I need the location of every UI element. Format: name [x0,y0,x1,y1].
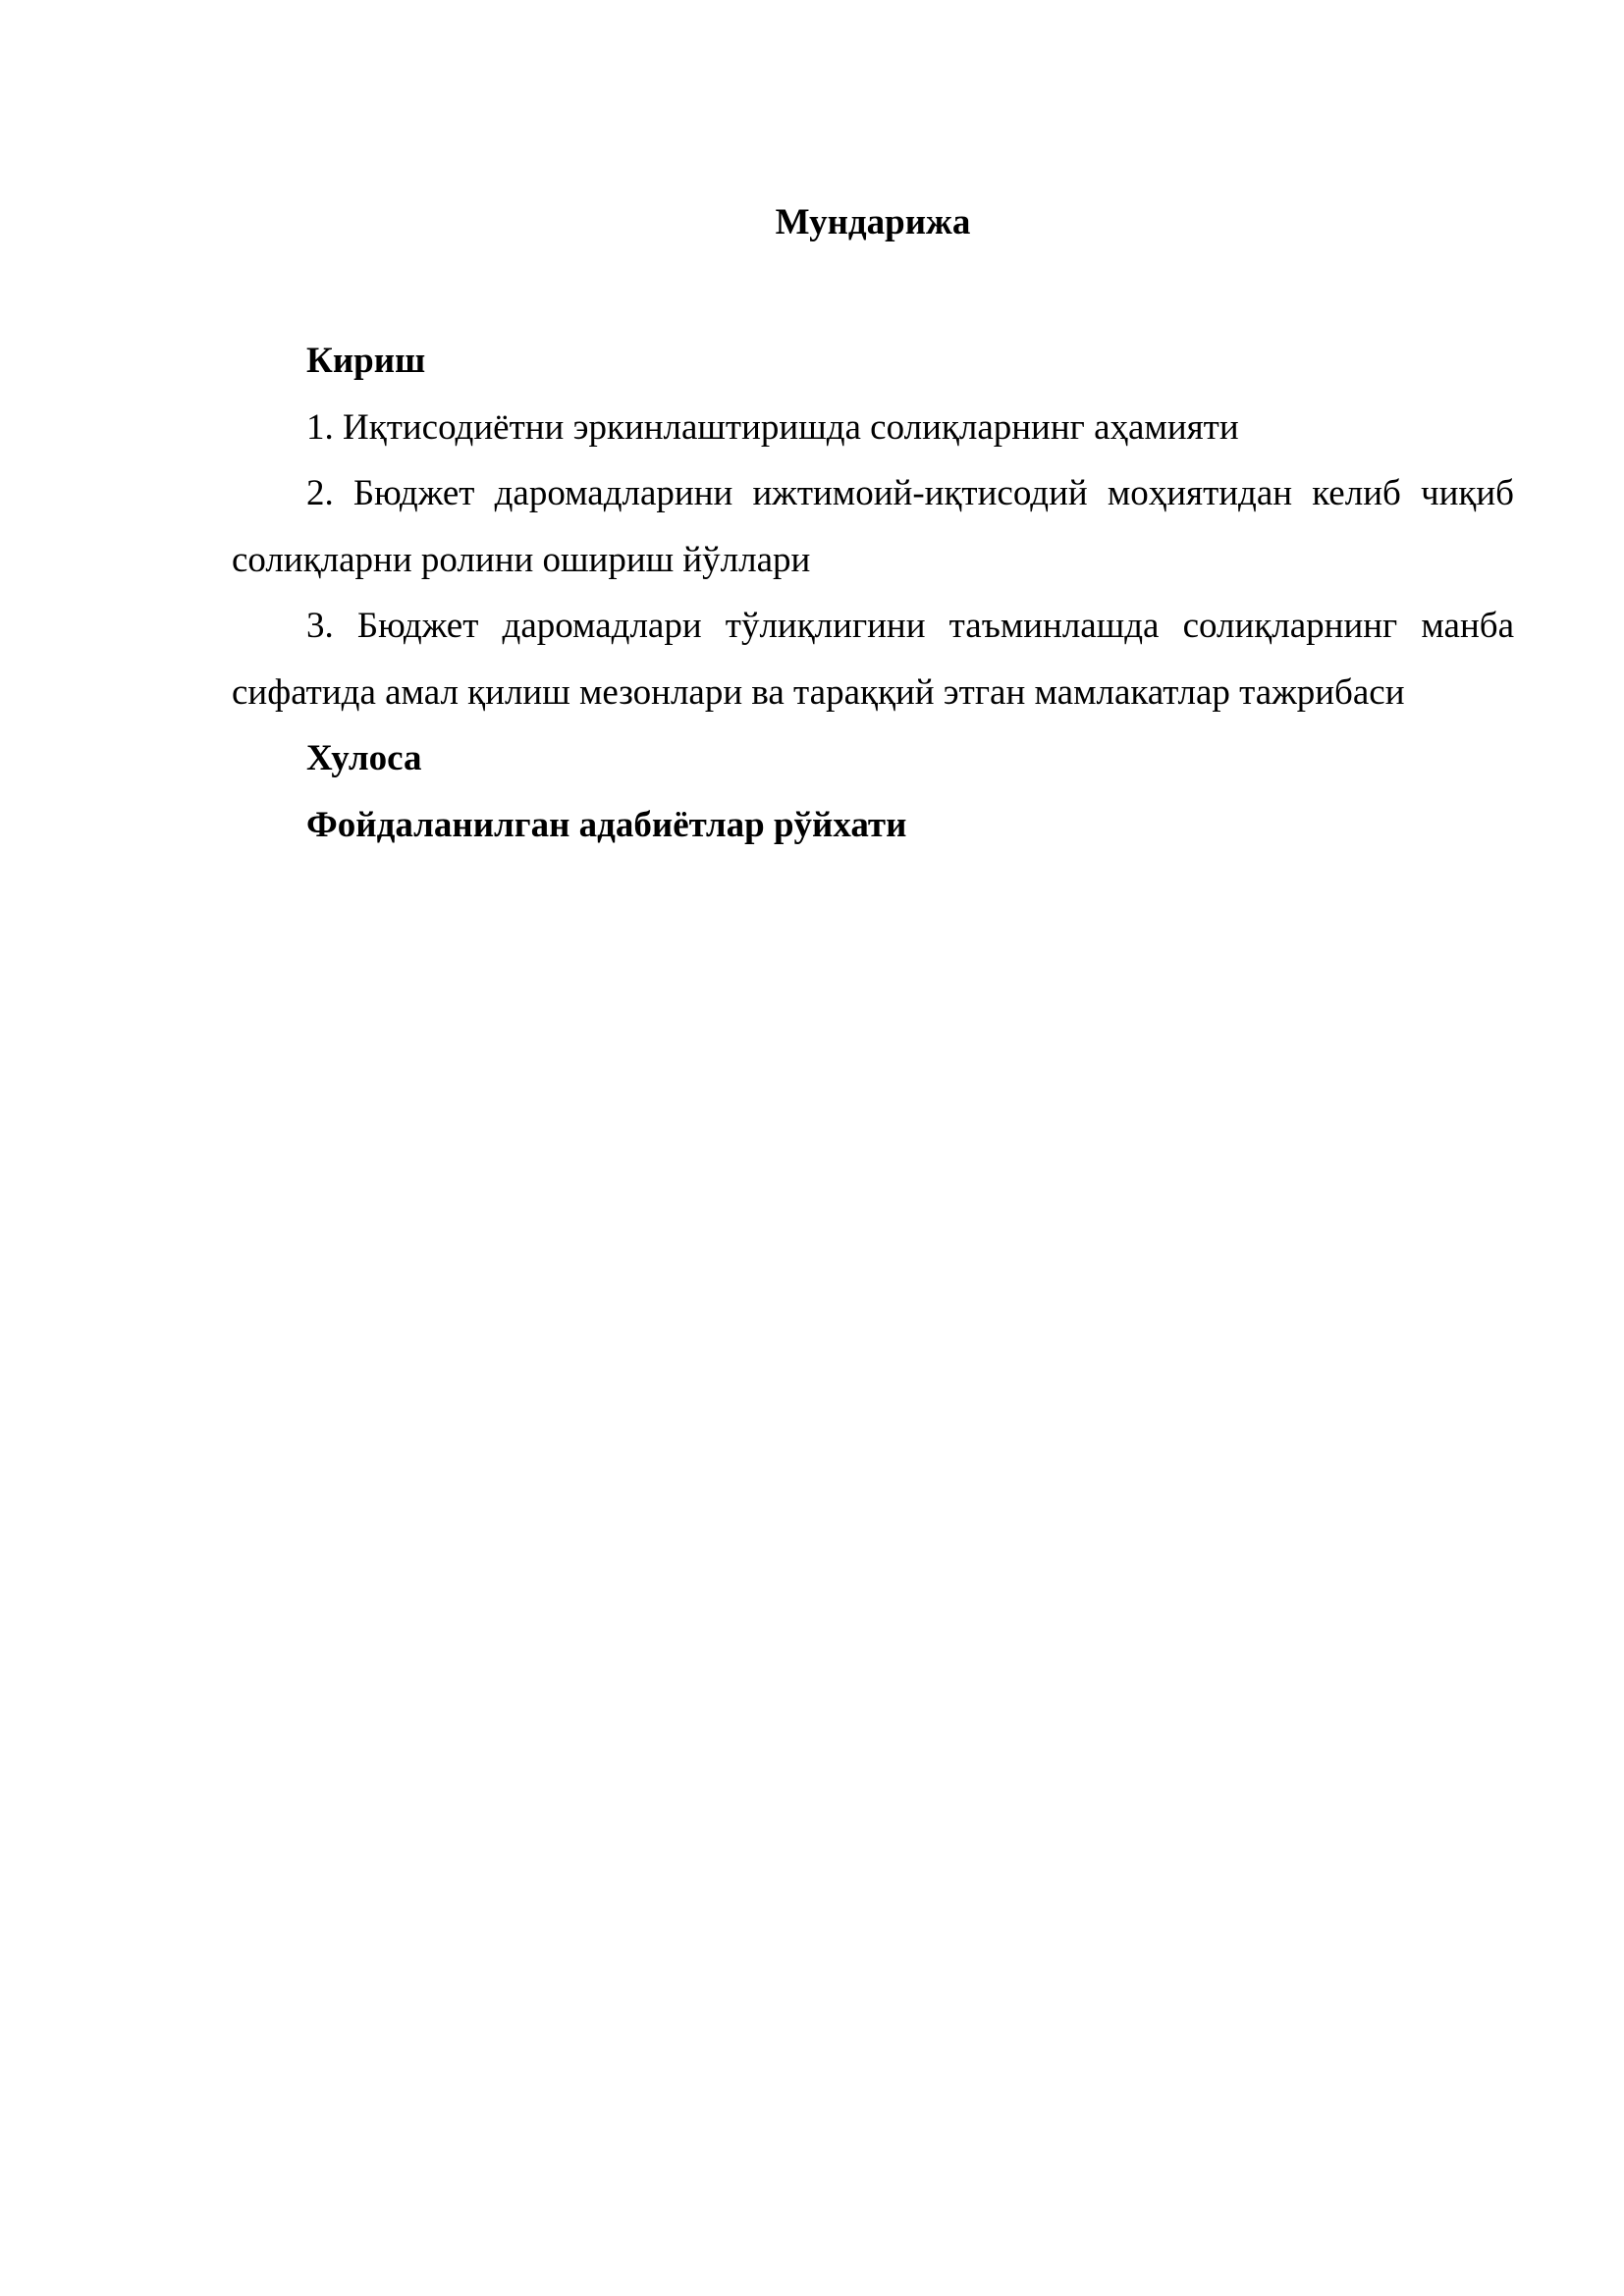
toc-item-references: Фойдаланилган адабиётлар рўйхати [306,804,907,845]
toc-item-chapter-1: 1. Иқтисодиётни эркинлаштиришда солиқларнинг аҳамияти [306,406,1239,448]
toc-item-introduction: Кириш [306,341,426,381]
table-of-contents [232,328,1514,858]
toc-item-chapter-3: 3. Бюджет даромадлари тўлиқлигини таъминлашда солиқларнинг манба сифатида амал қилиш мезонлари ва тараққий этган мамлакатлар тажрибаси [232,606,1514,713]
toc-item-conclusion: Хулоса [306,738,422,778]
toc-item-chapter-2: 2. Бюджет даромадларини ижтимоий-иқтисодий моҳиятидан келиб чиқиб солиқларни ролини ошириш йўллари [232,473,1514,580]
page-title: Мундарижа [775,202,971,242]
